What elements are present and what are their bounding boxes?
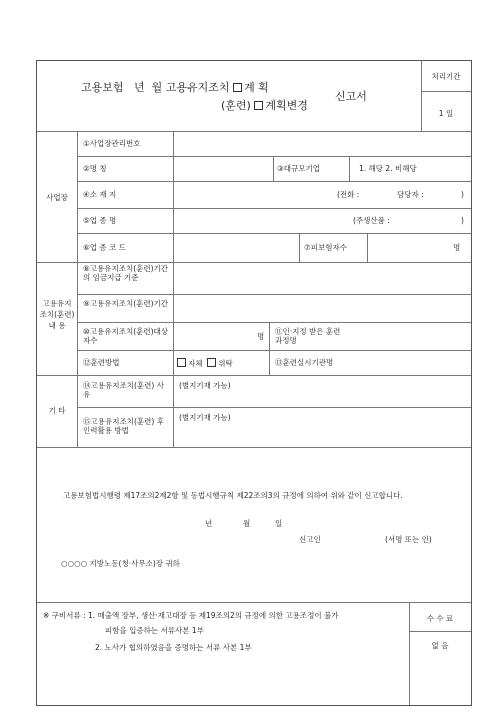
date-month: 월 <box>243 519 251 528</box>
business-name-field[interactable] <box>174 157 272 180</box>
product-label: (주생산품 : <box>353 216 390 225</box>
processing-period-value: 1 일 <box>438 109 454 118</box>
label-address: ④소 재 지 <box>83 190 117 199</box>
divider <box>273 156 274 181</box>
label-retention-reason: ⑭고용유지조치(훈련) 사유 <box>83 381 164 399</box>
divider <box>409 631 471 632</box>
divider <box>77 156 471 157</box>
divider <box>37 375 471 376</box>
divider <box>77 322 471 323</box>
plan-change-checkbox[interactable] <box>254 101 263 110</box>
label-training-method: ⑫훈련방법 <box>83 358 120 367</box>
fee-value: 없 음 <box>431 641 449 650</box>
manpower-note: (별지기재 가능) <box>179 413 231 422</box>
divider <box>37 602 471 603</box>
required-docs-1: ※ 구비서류 : 1. 매출액 장부, 생산·재고대장 등 제19조의2의 규정에 의한 고용조정이 불가 <box>43 611 339 620</box>
plan-checkbox[interactable] <box>233 83 242 92</box>
divider <box>77 407 471 408</box>
declaration-text: 고용보험법시행령 제17조의2제2항 및 동법시행규칙 제22조의3의 규정에 의하여 위와 같이 신고합니다. <box>63 491 403 500</box>
label-large-enterprise: ③대규모기업 <box>277 164 320 173</box>
business-number-field[interactable] <box>174 132 470 155</box>
insured-count-unit: 명 <box>453 243 461 252</box>
label-course-name: ⑪인·지정 받은 훈련과정명 <box>275 327 341 345</box>
paren-close: ) <box>461 216 464 225</box>
fee-label: 수 수 료 <box>426 614 454 623</box>
wage-standard-field[interactable] <box>174 263 470 293</box>
industry-code-field[interactable] <box>174 234 298 261</box>
phone-label: (전화 : <box>337 190 360 199</box>
form-title-line2: (훈련) 계획변경 <box>221 99 308 112</box>
label-manpower-plan: ⑮고용유지조치(훈련) 후 인력활용 방법 <box>83 417 164 435</box>
contact-label: 담당자 : <box>397 190 424 199</box>
label-wage-standard: ⑧고용유지조치(훈련)기간의 임금지급 기준 <box>83 264 169 282</box>
divider <box>269 322 270 375</box>
form-title-line1: 고용보험 년 월 고용유지조치 계 획 <box>81 81 269 94</box>
form-title-suffix: 신고서 <box>335 90 367 103</box>
label-business-number: ①사업장관리번호 <box>83 139 141 148</box>
signature-label: (서명 또는 인) <box>385 535 432 544</box>
divider <box>77 181 471 182</box>
section-business: 사업장 <box>46 193 68 202</box>
divider <box>421 91 471 92</box>
date-year: 년 <box>205 519 213 528</box>
addressee: ○○○○ 지방노동(청·사무소)장 귀하 <box>61 559 180 568</box>
retention-period-field[interactable] <box>174 295 470 321</box>
self-training-checkbox[interactable] <box>177 358 186 367</box>
label-industry-code: ⑥업 종 코 드 <box>83 243 126 252</box>
divider <box>77 350 471 351</box>
label-training-institution: ⑬훈련실시기관명 <box>275 358 334 367</box>
label-business-name: ②명 칭 <box>83 164 107 173</box>
paren-close: ) <box>461 190 464 199</box>
outsourced-checkbox[interactable] <box>207 358 216 367</box>
reason-note: (별지기재 가능) <box>179 381 231 390</box>
label-industry: ⑤업 종 명 <box>83 216 117 225</box>
section-other: 기 타 <box>48 406 66 415</box>
reporter-label: 신고인 <box>299 535 321 544</box>
report-form <box>36 60 472 706</box>
required-docs-1b: 피함을 입증하는 서류사본 1부 <box>105 626 204 635</box>
divider <box>77 208 471 209</box>
divider <box>37 447 471 448</box>
divider <box>349 156 350 181</box>
section-retention: 고용유지 조치(훈련) 내 용 <box>39 299 75 330</box>
label-insured-count: ⑦피보험자수 <box>304 243 347 252</box>
training-method-options: 자체 위탁 <box>177 358 233 368</box>
processing-period-label: 처리기간 <box>431 72 461 81</box>
divider <box>299 233 300 262</box>
date-day: 일 <box>275 519 283 528</box>
required-docs-2: 2. 노사가 협의하였음을 증명하는 서류 사본 1부 <box>95 643 252 652</box>
label-target-count: ⑩고용유지조치(훈련)대상자수 <box>83 327 169 345</box>
large-enterprise-options[interactable]: 1. 해당 2. 비해당 <box>359 164 417 173</box>
divider <box>77 131 78 447</box>
divider <box>367 233 368 262</box>
target-count-unit: 명 <box>257 332 265 341</box>
label-retention-period: ⑨고용유지조치(훈련)기간 <box>83 299 169 308</box>
